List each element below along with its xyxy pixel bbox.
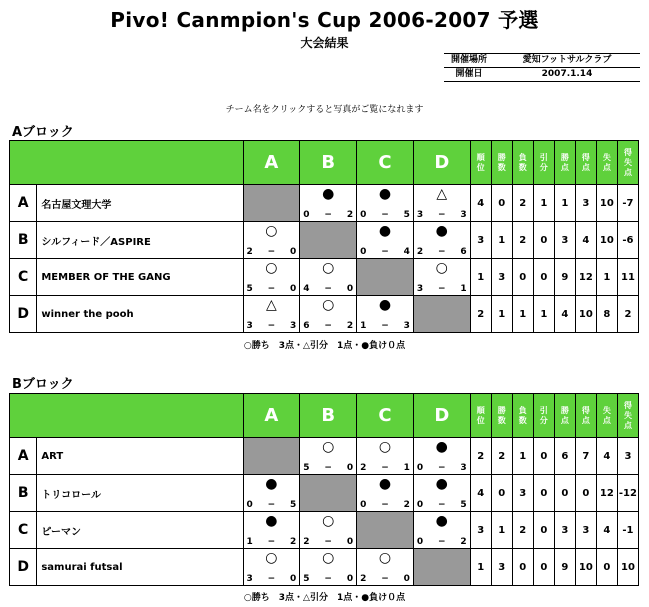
match-score <box>414 463 470 473</box>
team-name-link[interactable]: ART <box>37 438 243 475</box>
loss-mark-icon: ● <box>265 476 278 492</box>
score-for: 3 <box>246 574 253 584</box>
stat-value: 3 <box>575 512 596 549</box>
venue-info <box>444 53 640 82</box>
stat-value: 1 <box>491 296 512 333</box>
col-header-d: D <box>413 394 470 438</box>
score-for: 0 <box>360 500 367 510</box>
stat-value: 0 <box>491 475 512 512</box>
team-name-link[interactable]: ピーマン <box>37 512 243 549</box>
col-header-b: B <box>300 141 357 185</box>
stat-value: 4 <box>596 512 617 549</box>
block-a-table <box>9 140 639 333</box>
score-for: 3 <box>416 210 424 220</box>
stat-header: 得点 <box>581 152 590 172</box>
score-against: 2 <box>460 537 467 547</box>
score-for: 4 <box>303 284 310 294</box>
stat-header: 順位 <box>476 152 485 172</box>
match-score <box>357 500 413 510</box>
header-blank <box>10 141 244 185</box>
score-dash: − <box>438 210 446 220</box>
table-row <box>10 185 639 222</box>
page-subtitle: 大会結果 <box>300 36 349 50</box>
table-row <box>10 438 639 475</box>
stat-header: 勝点 <box>560 152 569 172</box>
score-against: 1 <box>403 463 410 473</box>
win-mark-icon: ○ <box>322 550 335 566</box>
stat-value: 4 <box>554 296 575 333</box>
score-dash: − <box>381 463 389 473</box>
row-letter: B <box>10 475 37 512</box>
team-name-link[interactable]: samurai futsal <box>37 549 243 586</box>
loss-mark-icon: ● <box>322 186 335 202</box>
match-result-cell <box>243 549 300 586</box>
score-against: 0 <box>290 284 297 294</box>
score-dash: − <box>267 247 276 257</box>
score-for: 6 <box>303 321 310 331</box>
stat-value: 3 <box>491 259 512 296</box>
score-dash: − <box>381 321 389 331</box>
stat-header: 得点 <box>581 405 590 425</box>
match-result-cell <box>243 296 300 333</box>
stat-value: 1 <box>512 438 533 475</box>
match-result-cell <box>357 296 414 333</box>
score-dash: − <box>438 284 446 294</box>
stat-header: 引分 <box>539 405 548 425</box>
stat-value: 9 <box>554 549 575 586</box>
match-result-cell <box>413 475 470 512</box>
stat-value: 3 <box>617 438 638 475</box>
match-result-cell <box>243 259 300 296</box>
win-mark-icon: ○ <box>322 439 335 455</box>
team-name-link[interactable]: 名古屋文理大学 <box>37 185 243 222</box>
stat-value: 8 <box>596 296 617 333</box>
score-against: 3 <box>460 463 467 473</box>
stat-value: 4 <box>575 222 596 259</box>
stat-value: -12 <box>617 475 638 512</box>
col-header-c: C <box>357 394 414 438</box>
stat-value: 11 <box>617 259 638 296</box>
score-against: 2 <box>403 500 410 510</box>
match-result-cell <box>300 296 357 333</box>
score-dash: − <box>381 574 389 584</box>
match-result-cell <box>413 259 470 296</box>
win-mark-icon: ○ <box>435 260 448 276</box>
block-a-title: Aブロック <box>12 125 74 140</box>
match-result-cell <box>357 475 414 512</box>
score-against: 3 <box>290 321 297 331</box>
match-score <box>414 500 470 510</box>
team-name-link[interactable]: シルフィード／ASPIRE <box>37 222 243 259</box>
table-row <box>10 475 639 512</box>
score-dash: − <box>267 574 276 584</box>
click-note: チーム名をクリックすると写真がご覧になれます <box>225 105 424 115</box>
win-mark-icon: ○ <box>322 260 335 276</box>
stat-value: 12 <box>575 259 596 296</box>
match-score <box>244 247 300 257</box>
stat-value: 1 <box>533 185 554 222</box>
self-match-cell <box>413 296 470 333</box>
win-mark-icon: ○ <box>378 439 392 455</box>
date-label: 開催日 <box>455 69 483 79</box>
col-header-c: C <box>357 141 414 185</box>
stat-value: 0 <box>512 259 533 296</box>
stat-value: 0 <box>533 222 554 259</box>
score-against: 0 <box>346 284 354 294</box>
win-mark-icon: ○ <box>378 550 392 566</box>
stat-value: 1 <box>533 296 554 333</box>
block-b-title: Bブロック <box>12 377 74 392</box>
stat-value: 4 <box>470 475 491 512</box>
score-against: 0 <box>346 574 354 584</box>
match-score <box>300 321 356 331</box>
stat-value: 0 <box>533 259 554 296</box>
stat-header: 順位 <box>476 405 485 425</box>
row-letter: C <box>10 512 37 549</box>
stat-value: 2 <box>470 296 491 333</box>
stat-value: 10 <box>596 222 617 259</box>
stat-header: 引分 <box>539 152 548 172</box>
match-result-cell <box>300 549 357 586</box>
stat-value: 7 <box>575 438 596 475</box>
match-score <box>357 210 413 220</box>
score-against: 0 <box>346 537 354 547</box>
score-dash: − <box>381 247 389 257</box>
win-mark-icon: ○ <box>322 297 335 313</box>
score-for: 0 <box>416 537 424 547</box>
score-against: 6 <box>460 247 467 257</box>
table-row <box>10 512 639 549</box>
score-dash: − <box>381 500 389 510</box>
loss-mark-icon: ● <box>378 297 392 313</box>
stat-value: 1 <box>554 185 575 222</box>
match-score <box>414 210 470 220</box>
score-dash: − <box>267 500 276 510</box>
stat-value: 4 <box>596 438 617 475</box>
stat-value: 0 <box>596 549 617 586</box>
score-for: 2 <box>303 537 310 547</box>
score-dash: − <box>324 321 332 331</box>
table-row <box>10 222 639 259</box>
score-dash: − <box>324 537 332 547</box>
score-for: 1 <box>360 321 367 331</box>
match-result-cell <box>413 222 470 259</box>
win-mark-icon: ○ <box>322 513 335 529</box>
match-score <box>244 284 300 294</box>
match-result-cell <box>300 512 357 549</box>
win-mark-icon: ○ <box>265 550 278 566</box>
score-dash: − <box>324 284 332 294</box>
table-row <box>10 296 639 333</box>
score-against: 0 <box>290 247 297 257</box>
stat-value: 1 <box>491 512 512 549</box>
stat-value: 10 <box>596 185 617 222</box>
stat-header: 得失点 <box>623 147 632 177</box>
match-score <box>357 321 413 331</box>
table-row <box>10 259 639 296</box>
loss-mark-icon: ● <box>435 223 448 239</box>
stat-value: 10 <box>575 296 596 333</box>
win-mark-icon: ○ <box>265 260 278 276</box>
stat-header: 勝数 <box>497 405 506 425</box>
match-result-cell <box>357 549 414 586</box>
page-title: Pivo! Canmpion's Cup 2006-2007 予選 <box>110 8 539 32</box>
score-dash: − <box>324 210 332 220</box>
score-for: 0 <box>303 210 310 220</box>
stat-value: 10 <box>575 549 596 586</box>
match-score <box>244 537 300 547</box>
score-for: 0 <box>360 247 367 257</box>
match-score <box>414 247 470 257</box>
stat-header: 勝点 <box>560 405 569 425</box>
score-dash: − <box>267 321 276 331</box>
stat-value: 3 <box>554 512 575 549</box>
score-against: 2 <box>346 210 354 220</box>
match-score <box>300 284 356 294</box>
match-result-cell <box>243 512 300 549</box>
score-against: 5 <box>460 500 467 510</box>
stat-value: 2 <box>512 185 533 222</box>
venue-value: 愛知フットサルクラブ <box>522 55 612 65</box>
score-for: 5 <box>246 284 253 294</box>
score-against: 3 <box>403 321 410 331</box>
match-score <box>414 284 470 294</box>
stat-value: 2 <box>491 438 512 475</box>
match-result-cell <box>413 512 470 549</box>
block-b-table <box>9 393 639 586</box>
stat-value: 1 <box>596 259 617 296</box>
draw-mark-icon: △ <box>436 186 448 202</box>
stat-value: 3 <box>470 222 491 259</box>
row-letter: B <box>10 222 37 259</box>
self-match-cell <box>300 475 357 512</box>
match-score <box>244 574 300 584</box>
score-for: 5 <box>303 463 310 473</box>
score-for: 3 <box>246 321 253 331</box>
stat-value: 3 <box>512 475 533 512</box>
match-score <box>414 537 470 547</box>
team-name-link[interactable]: トリコロール <box>37 475 243 512</box>
match-result-cell <box>413 438 470 475</box>
score-for: 3 <box>416 284 424 294</box>
loss-mark-icon: ● <box>378 223 392 239</box>
table-row <box>10 549 639 586</box>
row-letter: C <box>10 259 37 296</box>
draw-mark-icon: △ <box>266 297 277 313</box>
score-for: 5 <box>303 574 310 584</box>
self-match-cell <box>357 259 414 296</box>
stat-value: 1 <box>491 222 512 259</box>
legend-b: ○勝ち 3点・△引分 1点・●負け０点 <box>243 593 406 603</box>
stat-value: 12 <box>596 475 617 512</box>
score-dash: − <box>438 247 446 257</box>
stat-value: 3 <box>554 222 575 259</box>
self-match-cell <box>243 185 300 222</box>
stat-value: 0 <box>533 438 554 475</box>
score-against: 0 <box>403 574 410 584</box>
match-score <box>357 574 413 584</box>
stat-value: 3 <box>470 512 491 549</box>
venue-label: 開催場所 <box>450 55 487 65</box>
stat-value: 0 <box>575 475 596 512</box>
team-name-link[interactable]: MEMBER OF THE GANG <box>37 259 243 296</box>
row-letter: D <box>10 296 37 333</box>
date-value: 2007.1.14 <box>541 69 593 79</box>
score-dash: − <box>438 463 446 473</box>
stat-value: 1 <box>470 549 491 586</box>
stat-value: 0 <box>491 185 512 222</box>
stat-value: 9 <box>554 259 575 296</box>
stat-value: 1 <box>470 259 491 296</box>
score-for: 2 <box>360 463 367 473</box>
score-dash: − <box>381 210 389 220</box>
match-result-cell <box>413 185 470 222</box>
win-mark-icon: ○ <box>265 223 278 239</box>
score-against: 4 <box>403 247 410 257</box>
loss-mark-icon: ● <box>435 439 448 455</box>
stat-value: -1 <box>617 512 638 549</box>
score-against: 5 <box>290 500 297 510</box>
stat-value: 10 <box>617 549 638 586</box>
stat-header: 負数 <box>518 152 527 172</box>
score-against: 3 <box>460 210 467 220</box>
self-match-cell <box>413 549 470 586</box>
stat-value: 2 <box>617 296 638 333</box>
score-against: 0 <box>346 463 354 473</box>
score-dash: − <box>324 463 332 473</box>
match-score <box>357 247 413 257</box>
stat-value: 3 <box>491 549 512 586</box>
score-for: 0 <box>416 463 424 473</box>
score-for: 2 <box>360 574 367 584</box>
self-match-cell <box>243 438 300 475</box>
row-letter: A <box>10 438 37 475</box>
score-for: 0 <box>246 500 253 510</box>
match-result-cell <box>243 475 300 512</box>
stat-header: 勝数 <box>497 152 506 172</box>
score-dash: − <box>267 537 276 547</box>
stat-value: 4 <box>470 185 491 222</box>
match-result-cell <box>357 185 414 222</box>
stat-value: -6 <box>617 222 638 259</box>
stat-value: 0 <box>533 475 554 512</box>
loss-mark-icon: ● <box>265 513 278 529</box>
col-header-b: B <box>300 394 357 438</box>
score-against: 5 <box>403 210 410 220</box>
stat-value: 0 <box>533 549 554 586</box>
stat-value: 3 <box>575 185 596 222</box>
col-header-a: A <box>243 394 300 438</box>
score-dash: − <box>324 574 332 584</box>
stat-value: 0 <box>554 475 575 512</box>
match-score <box>300 210 356 220</box>
score-against: 2 <box>346 321 354 331</box>
match-result-cell <box>300 438 357 475</box>
self-match-cell <box>357 512 414 549</box>
stat-value: 2 <box>512 512 533 549</box>
match-score <box>244 500 300 510</box>
row-letter: D <box>10 549 37 586</box>
score-for: 2 <box>246 247 253 257</box>
stat-value: 0 <box>512 549 533 586</box>
match-result-cell <box>357 438 414 475</box>
match-result-cell <box>300 185 357 222</box>
stat-value: -7 <box>617 185 638 222</box>
match-result-cell <box>357 222 414 259</box>
self-match-cell <box>300 222 357 259</box>
score-dash: − <box>438 500 446 510</box>
score-dash: − <box>267 284 276 294</box>
team-name-link[interactable]: winner the pooh <box>37 296 243 333</box>
col-header-a: A <box>243 141 300 185</box>
stat-header: 失点 <box>602 152 611 172</box>
match-result-cell <box>300 259 357 296</box>
score-for: 0 <box>360 210 367 220</box>
col-header-d: D <box>413 141 470 185</box>
score-for: 0 <box>416 500 424 510</box>
score-for: 1 <box>246 537 253 547</box>
match-result-cell <box>243 222 300 259</box>
score-for: 2 <box>416 247 424 257</box>
stat-header: 得失点 <box>623 400 632 430</box>
stat-header: 失点 <box>602 405 611 425</box>
stat-value: 2 <box>512 222 533 259</box>
header-blank <box>10 394 244 438</box>
stat-value: 6 <box>554 438 575 475</box>
match-score <box>244 321 300 331</box>
match-score <box>300 574 356 584</box>
match-score <box>357 463 413 473</box>
legend-a: ○勝ち 3点・△引分 1点・●負け０点 <box>243 341 406 351</box>
stat-value: 1 <box>512 296 533 333</box>
score-dash: − <box>438 537 446 547</box>
loss-mark-icon: ● <box>378 476 392 492</box>
score-against: 1 <box>460 284 467 294</box>
loss-mark-icon: ● <box>378 186 392 202</box>
stat-value: 2 <box>470 438 491 475</box>
row-letter: A <box>10 185 37 222</box>
loss-mark-icon: ● <box>435 513 448 529</box>
loss-mark-icon: ● <box>435 476 448 492</box>
match-score <box>300 463 356 473</box>
stat-header: 負数 <box>518 405 527 425</box>
match-score <box>300 537 356 547</box>
score-against: 2 <box>290 537 297 547</box>
score-against: 0 <box>290 574 297 584</box>
stat-value: 0 <box>533 512 554 549</box>
